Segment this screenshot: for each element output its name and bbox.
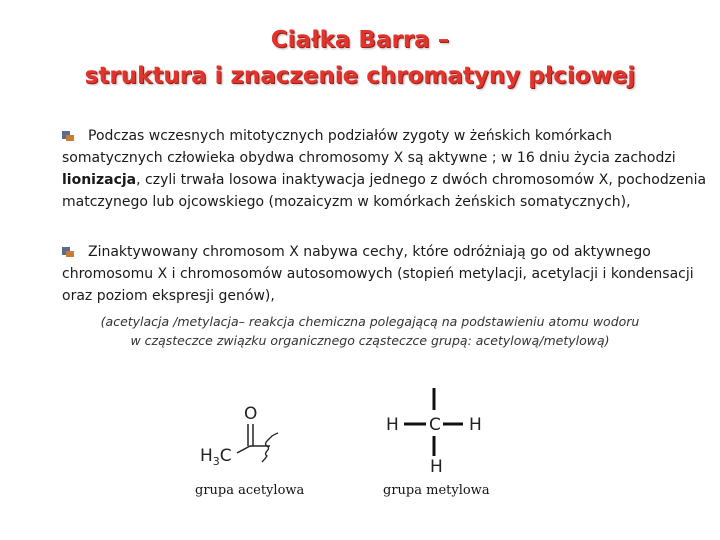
acetyl-ch3-bond: [237, 446, 250, 453]
acetyl-wavy-bond: [262, 433, 278, 462]
title-line-2: struktura i znaczenie chromatyny płciowej: [84, 63, 636, 89]
acetyl-oxygen-label: O: [244, 404, 258, 424]
title-line-1: Ciałka Barra –: [270, 27, 450, 53]
methyl-group-diagram: [386, 388, 482, 477]
methyl-carbon: C: [429, 415, 441, 435]
bullet-1-text-start: Podczas wczesnych mitotycznych podziałów zygoty w żeńskich komórkach somatycznych człowieka obydwa chromosomy X są aktywne ; w 16 dniu życia zachodzi: [62, 128, 676, 166]
methyl-caption: grupa metylowa: [383, 483, 490, 498]
methyl-bottom-hydrogen: H: [430, 457, 443, 477]
acetyl-ch3-label: $H_3C$: [200, 446, 232, 468]
methyl-right-hydrogen: H: [469, 415, 482, 435]
acetyl-group-diagram: [200, 404, 278, 468]
acetyl-caption: grupa acetylowa: [195, 483, 305, 498]
methyl-left-hydrogen: H: [386, 415, 399, 435]
bullet-1-bold-term: lionizacja: [62, 172, 137, 188]
note-line-2: w cząsteczce związku organicznego cząsteczce grupą: acetylową/metylową): [130, 333, 610, 348]
note-line-1: (acetylacja /metylacja– reakcja chemiczna polegającą na podstawieniu atomu wodoru: [100, 314, 640, 329]
bullet-1-text-end: , czyli trwała losowa inaktywacja jednego z dwóch chromosomów X, pochodzenia matczynego lub ojcowskiego (mozaicyzm w komórkach żeńskich somatycznych),: [62, 172, 707, 210]
bullet-2-text: Zinaktywowany chromosom X nabywa cechy, które odróżniają go od aktywnego chromosomu X i chromosomów autosomowych (stopień metylacji, acetylacji i kondensacji oraz poziom ekspresji genów),: [62, 244, 694, 304]
